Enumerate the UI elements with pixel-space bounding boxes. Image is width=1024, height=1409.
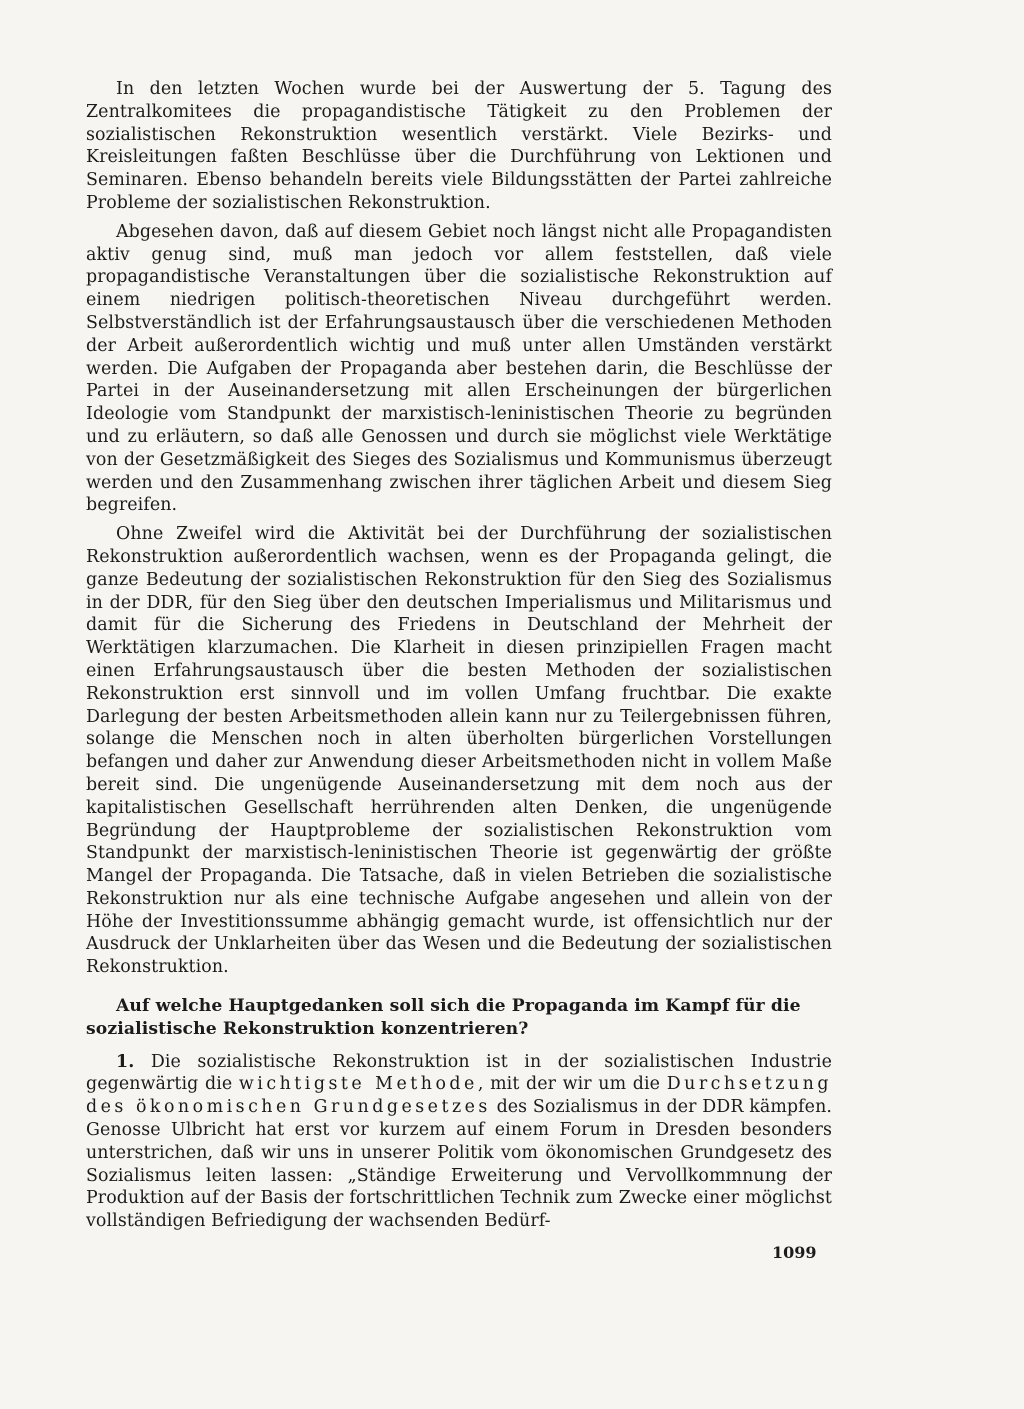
section-heading <box>86 995 832 1041</box>
emphasis-spaced-1: wichtigste Methode <box>238 1074 478 1095</box>
list-item-text-part-1: Die sozialistische Rekonstruktion ist in der sozialistischen Industrie gegenwärtig die <box>86 1051 832 1095</box>
list-item-number: 1. <box>116 1051 135 1072</box>
paragraph-3: Ohne Zweifel wird die Aktivität bei der Durchführung der sozialistischen Rekonstruktion außerordentlich wachsen, wenn es der Propaganda gelingt, die ganze Bedeutung der sozialistischen Rekonstruktion für den Sieg des Sozialismus in der DDR, für den Sieg über den deutschen Imperialismus und Militarismus und damit für die Sicherung des Friedens in Deutschland der Mehrheit der Werktätigen klarzumachen. Die Klarheit in diesen prinzipiellen Fragen macht einen Erfahrungsaustausch über die besten Methoden der sozialistischen Rekonstruktion erst sinnvoll und im vollen Umfang fruchtbar. Die exakte Darlegung der besten Arbeitsmethoden allein kann nur zu Teilergebnissen führen, solange die Menschen noch in alten überholten bürgerlichen Vorstellungen befangen und daher zur Anwendung dieser Arbeitsmethoden nicht in vollem Maße bereit sind. Die ungenügende Auseinandersetzung mit dem noch aus der kapitalistischen Gesellschaft herrührenden alten Denken, die ungenügende Begründung der Hauptprobleme der sozialistischen Rekonstruktion vom Standpunkt der marxistisch-leninistischen Theorie ist gegenwärtig der größte Mangel der Propaganda. Die Tatsache, daß in vielen Betrieben die sozialistische Rekonstruktion nur als eine technische Aufgabe angesehen und allein von der Höhe der Investitionssumme abhängig gemacht wurde, ist offensichtlich nur der Ausdruck der Unklarheiten über das Wesen und die Bedeutung der sozialistischen Rekonstruktion. <box>86 524 832 978</box>
section-heading-line-1: Auf welche Hauptgedanken soll sich die Propaganda im Kampf für die <box>116 996 801 1017</box>
document-page <box>86 78 832 1233</box>
paragraph-2: Abgesehen davon, daß auf diesem Gebiet noch längst nicht alle Propagandisten aktiv genug sind, muß man jedoch vor allem feststellen, daß viele propagandistische Veranstaltungen über die sozialistische Rekonstruktion auf einem niedrigen politisch-theoretischen Niveau durchgeführt werden. Selbstverständlich ist der Erfahrungsaustausch über die verschiedenen Methoden der Arbeit außerordentlich wichtig und muß unter allen Umständen verstärkt werden. Die Aufgaben der Propaganda aber bestehen darin, die Beschlüsse der Partei in der Auseinandersetzung mit allen Erscheinungen der bürgerlichen Ideologie vom Standpunkt der marxistisch-leninistischen Theorie zu begründen und zu erläutern, so daß alle Genossen und durch sie möglichst viele Werktätige von der Gesetzmäßigkeit des Sieges des Sozialismus und Kommunismus überzeugt werden und den Zusammenhang zwischen ihrer täglichen Arbeit und diesem Sieg begreifen. <box>86 221 832 516</box>
section-heading-line-2: sozialistische Rekonstruktion konzentrieren? <box>86 1018 529 1039</box>
list-item-1 <box>86 1051 832 1233</box>
page-number: 1099 <box>772 1243 817 1262</box>
list-item-text-part-2: , mit der wir um die <box>477 1074 661 1095</box>
emphasis-spaced-2: Durchsetzung des ökonomischen Grundgesetzes <box>86 1074 832 1118</box>
paragraph-1: In den letzten Wochen wurde bei der Auswertung der 5. Tagung des Zentralkomitees die propagandistische Tätigkeit zu den Problemen der sozialistischen Rekonstruktion wesentlich verstärkt. Viele Bezirks- und Kreisleitungen faßten Beschlüsse über die Durchführung von Lektionen und Seminaren. Ebenso behandeln bereits viele Bildungsstätten der Partei zahlreiche Probleme der sozialistischen Rekonstruktion. <box>86 79 832 213</box>
list-item-text-part-3: des Sozialismus in der DDR kämpfen. Genosse Ulbricht hat erst vor kurzem auf einem Forum in Dresden besonders unterstrichen, daß wir uns in unserer Politik vom ökonomischen Grundgesetz des Sozialismus leiten lassen: „Ständige Erweiterung und Vervollkommnung der Produktion auf der Basis der fortschrittlichen Technik zum Zwecke einer möglichst vollständigen Befriedigung der wachsenden Bedürf- <box>86 1097 832 1232</box>
